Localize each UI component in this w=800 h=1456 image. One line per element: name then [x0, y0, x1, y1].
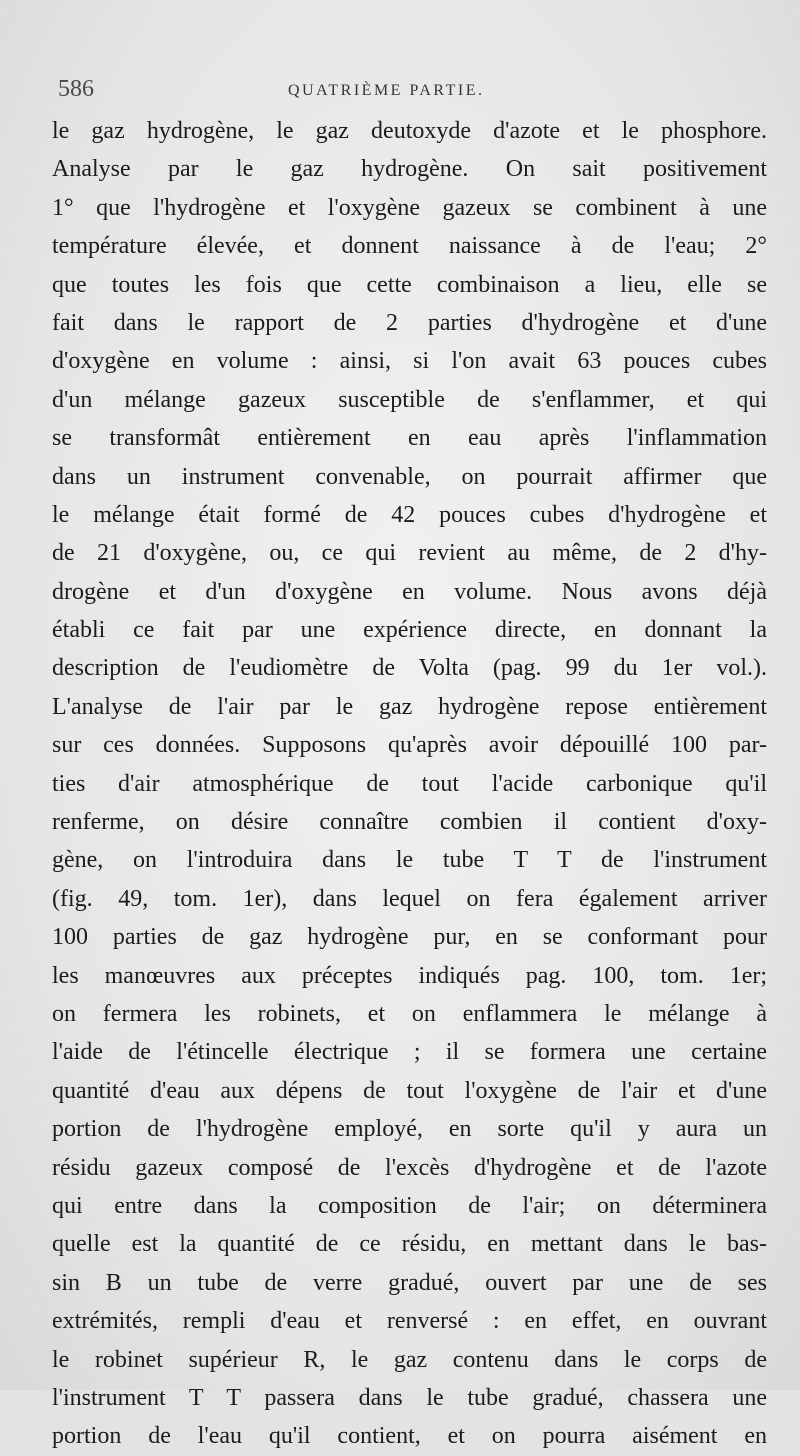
running-title: QUATRIÈME PARTIE.	[288, 82, 485, 99]
text-line: de 21 d'oxygène, ou, ce qui revient au même, de 2 d'hy-	[52, 540, 767, 567]
text-line: 1° que l'hydrogène et l'oxygène gazeux se combinent à une	[52, 194, 767, 221]
text-line: portion de l'eau qu'il contient, et on pourra aisément en	[52, 1423, 767, 1450]
page-number: 586	[58, 76, 94, 102]
text-line: L'analyse de l'air par le gaz hydrogène repose entièrement	[52, 693, 767, 720]
text-line: gène, on l'introduira dans le tube T T de l'instrument	[52, 847, 767, 874]
body-text	[52, 112, 767, 1456]
text-line: que toutes les fois que cette combinaison a lieu, elle se	[52, 271, 767, 298]
text-line: extrémités, rempli d'eau et renversé : en effet, en ouvrant	[52, 1308, 767, 1335]
text-line: (fig. 49, tom. 1er), dans lequel on fera également arriver	[52, 885, 767, 912]
text-line: les manœuvres aux préceptes indiqués pag. 100, tom. 1er;	[52, 962, 767, 989]
text-line: sur ces données. Supposons qu'après avoir dépouillé 100 par-	[52, 732, 767, 759]
text-line: l'instrument T T passera dans le tube gradué, chassera une	[52, 1384, 767, 1411]
text-line: établi ce fait par une expérience directe, en donnant la	[52, 617, 767, 644]
text-line: quelle est la quantité de ce résidu, en mettant dans le bas-	[52, 1231, 767, 1258]
text-line: qui entre dans la composition de l'air; on déterminera	[52, 1192, 767, 1219]
text-line: résidu gazeux composé de l'excès d'hydrogène et de l'azote	[52, 1154, 767, 1181]
text-line: l'aide de l'étincelle électrique ; il se formera une certaine	[52, 1039, 767, 1066]
text-line: Analyse par le gaz hydrogène. On sait positivement	[52, 156, 767, 183]
text-line: drogène et d'un d'oxygène en volume. Nous avons déjà	[52, 578, 767, 605]
text-line: on fermera les robinets, et on enflammera le mélange à	[52, 1000, 767, 1027]
text-line: se transformât entièrement en eau après l'inflammation	[52, 425, 767, 452]
text-line: sin B un tube de verre gradué, ouvert par une de ses	[52, 1269, 767, 1296]
text-line: ties d'air atmosphérique de tout l'acide carbonique qu'il	[52, 770, 767, 797]
text-line: d'oxygène en volume : ainsi, si l'on avait 63 pouces cubes	[52, 348, 767, 375]
text-line: le gaz hydrogène, le gaz deutoxyde d'azote et le phosphore.	[52, 118, 767, 144]
text-line: d'un mélange gazeux susceptible de s'enflammer, et qui	[52, 386, 767, 413]
text-line: température élevée, et donnent naissance à de l'eau; 2°	[52, 233, 767, 260]
text-line: description de l'eudiomètre de Volta (pag. 99 du 1er vol.).	[52, 655, 767, 682]
text-line: 100 parties de gaz hydrogène pur, en se conformant pour	[52, 924, 767, 951]
text-line: fait dans le rapport de 2 parties d'hydrogène et d'une	[52, 309, 767, 336]
page-header	[58, 76, 760, 110]
text-line: portion de l'hydrogène employé, en sorte qu'il y aura un	[52, 1116, 767, 1143]
text-line: renferme, on désire connaître combien il contient d'oxy-	[52, 809, 767, 836]
text-line: dans un instrument convenable, on pourrait affirmer que	[52, 463, 767, 490]
text-line: quantité d'eau aux dépens de tout l'oxygène de l'air et d'une	[52, 1077, 767, 1104]
text-line: le robinet supérieur R, le gaz contenu dans le corps de	[52, 1346, 767, 1373]
text-line: le mélange était formé de 42 pouces cubes d'hydrogène et	[52, 501, 767, 528]
